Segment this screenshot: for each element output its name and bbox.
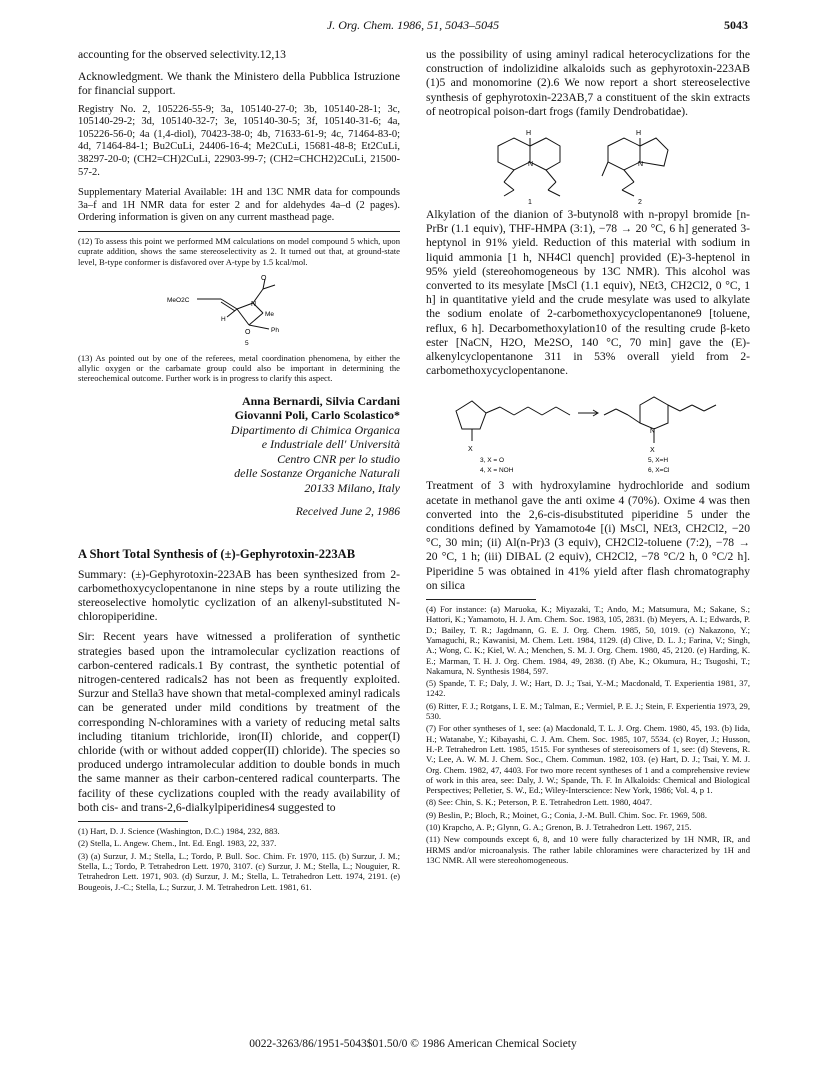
structure-3-bonds — [456, 401, 570, 441]
affiliation-line: Dipartimento di Chimica Organica — [230, 422, 400, 437]
body-oxime: Treatment of 3 with hydroxylamine hydrochloride and sodium acetate in methanol gave the anti oxime 4 (70%). Oxime 4 was then converted into the 2,6-cis-disubstituted piperidine 5 under the conditions defined by Yamamoto4e [(i) MsCl, NEt3, CH2Cl2, −20 °C, 30 min; (ii) Al(n-Pr)3 (3 equiv), CH2Cl2-toluene (7:2), −78 → 20 °C, 1 h; (iii) DIBAL (2 equiv), CH2Cl2, −78 °C/2 h, 0 °C/2 h]. Piperidine 5 was obtained in 41% yield after flash chromatography on silica — [426, 479, 750, 592]
structure-5-h: H — [221, 315, 226, 323]
reference-8: (8) See: Chin, S. K.; Peterson, P. E. Tetrahedron Lett. 1980, 4047. — [426, 797, 652, 808]
author-list — [78, 394, 400, 423]
copyright-footer: 0022-3263/86/1951-5043$01.50/0 © 1986 American Chemical Society — [249, 1038, 577, 1050]
structure-5-6-n: N — [650, 428, 656, 436]
supplementary-material: Supplementary Material Available: 1H and 13C NMR data for compounds 3a–f and 1H NMR data for ester 2 and for aldehydes 4a–d (2 pages). Ordering information is given on any current masthead page. — [78, 187, 400, 224]
reference-3: (3) (a) Surzur, J. M.; Stella, L.; Tordo, P. Bull. Soc. Chim. Fr. 1970, 115. (b) Surzur, J. M.; Stella, L.; Tordo, P. Tetrahedron Lett. 1970, 3107. (c) Surzur, J. M.; Stella, L.; Nouguier, R. Tetrahedron Lett. 1971, 903. (d) Surzur, J. M.; Stella, L. Tetrahedron Lett. 1974, 2191. (e) Bougeois, J.-C.; Stella, L.; Surzur, J. M. Tetrahedron Lett. 1981, 61. — [78, 850, 400, 892]
structures-1-2-figure — [468, 124, 708, 204]
structure-5-label: 5 — [245, 339, 249, 347]
refs-divider — [78, 821, 188, 822]
structure-5-ph: Ph — [271, 326, 279, 334]
body-alkylation: Alkylation of the dianion of 3-butynol8 with n-propyl bromide [n-PrBr (1.1 equiv), THF-HMPA (3:1), −78 → 20 °C, 6 h] generated 3-heptynol in 91% yield. Reduction of this material with sodium in liquid ammonia [1 h, NH4Cl quench] provided (E)-3-heptenol in 95% yield (stereohomogeneous by 13C NMR). This alcohol was converted to its mesylate [MsCl (1.1 equiv), NEt3, CH2Cl2, 0 °C, 1 h] in quantitative yield and the crude mesylate was used to alkylate the sodium enolate of 2-carbomethoxycyclopentanone9 [toluene, reflux, 6 h]. Decarbomethoxylation10 of the resulting crude β-keto ester [NaCN, H2O, Me2SO, 140 °C, 70 min] gave the (E)-alkenylcyclopentanone 311 in 53% overall yield from 2-carbomethoxycyclopentanone. — [426, 208, 750, 378]
structure-2-n: N — [638, 161, 644, 169]
reference-7: (7) For other syntheses of 1, see: (a) Macdonald, T. L. J. Org. Chem. 1980, 45, 193. (b) Iida, H.; Watanabe, Y.; Kibayashi, C. J. Am. Chem. Soc. 1985, 107, 5534. (c) Royer, J.; Husson, H.-P. Tetrahedron Lett. 1985, 1515. For syntheses of stereoisomers of 1, see: (d) Stevens, R. V.; Lee, A. W. M. J. Chem. Soc., Chem. Commun. 1982, 103. (e) Hart, D. J.; Tsai, Y. M. J. Org. Chem. 1982, 47, 4403. For two more recent syntheses of 1 and a comprehensive review of work in this area, see: Daly, J. W.; Spande, Th. F. In Alkaloids: Chemical and Biological Perspectives; Pelletier, S. W., Ed.; Wiley-Interscience: New York, 1986; Vol. 4, p 1. — [426, 723, 750, 796]
structure-5-meo2c: MeO2C — [167, 296, 190, 304]
structure-2-h: H — [636, 130, 642, 138]
structure-5-6-bonds — [604, 397, 716, 443]
author-line-2: Giovanni Poli, Carlo Scolastico* — [234, 408, 400, 423]
article-title: A Short Total Synthesis of (±)-Gephyrotoxin-223AB — [78, 547, 356, 562]
structure-1-n: N — [528, 161, 534, 169]
label-5: 5, X=H — [648, 457, 669, 465]
reference-9: (9) Beslin, P.; Bloch, R.; Moinet, G.; Conia, J.-M. Bull. Chim. Soc. Fr. 1969, 508. — [426, 809, 707, 820]
affiliation-line: 20133 Milano, Italy — [304, 480, 400, 495]
summary: Summary: (±)-Gephyrotoxin-223AB has been synthesized from 2-carbomethoxycyclopentanone in nine steps by a route utilizing the stereoselective homolytic cyclization of an alkenyl-substituted N-chloropiperidine. — [78, 567, 400, 624]
structure-3-x: X — [468, 446, 473, 454]
structure-5-bonds — [197, 279, 275, 329]
footnote-12: (12) To assess this point we performed MM calculations on model compound 5 which, upon cuprate addition, shows the same stereoselectivity as 2. It turned out that, at ground-state level, B-type conformer is disfavored over A-type by 1.5 kcal/mol. — [78, 235, 400, 267]
structures-3-6-figure — [438, 383, 738, 475]
closing-sentence: accounting for the observed selectivity.12,13 — [78, 48, 286, 61]
label-3: 3, X = O — [480, 457, 505, 465]
page-number: 5043 — [724, 18, 748, 32]
reference-1: (1) Hart, D. J. Science (Washington, D.C.) 1984, 232, 883. — [78, 826, 280, 837]
acknowledgment: Acknowledgment. We thank the Ministero della Pubblica Istruzione for financial support. — [78, 70, 400, 98]
body-sir: Sir: Recent years have witnessed a proliferation of synthetic strategies based upon the intramolecular cyclization reactions of carbon-centered radicals.1 By contrast, the synthetic potential of nitrogen-centered radicals2 has not been as frequently exploited. Surzur and Stella3 have shown that metal-complexed aminyl radicals can be generated under mild conditions by treatment of the corresponding N-chloramines with a variety of reducing metal salts including titanium trichloride, iron(II) chloride, and copper(I) chloride (with or without added copper(II) chloride). The species so produced undergo intramolecular addition to double bonds in much the same manner as their carbon-centered radical counterparts. The facility of these cyclizations coupled with the ready availability of both cis- and trans-2,6-dialkylpiperidines4 suggested to — [78, 630, 400, 814]
label-6: 6, X=Cl — [648, 467, 670, 475]
reference-4: (4) For instance: (a) Maruoka, K.; Miyazaki, T.; Ando, M.; Matsumura, M.; Sakane, S.; Hattori, K.; Yamamoto, H. J. Am. Chem. Soc. 1983, 105, 2831. (b) Meyers, A. I.; Edwards, P. D.; Bailey, T. R.; Jagdmann, G. E. J. Org. Chem. 1985, 50, 1019. (c) Nakazono, Y.; Yamaguchi, R.; Kawanisi, M. Chem. Lett. 1984, 1129. (d) Clive, D. L. J.; Farina, V.; Singh, A.; Wong, C. K.; Kiel, W. A.; Menchen, S. M. J. Org. Chem. 1980, 45, 2120. (e) Harding, K. E.; Marman, T. H. J. Org. Chem. 1984, 49, 2838. (f) Abe, K.; Okumura, H.; Tsugoshi, T.; Nakamura, N. Synthesis 1984, 597. — [426, 604, 750, 676]
affiliation-line: e Industriale dell' Università — [261, 437, 400, 452]
affiliation-line: Centro CNR per lo studio — [277, 451, 400, 466]
structure-5-me: Me — [265, 310, 275, 318]
reference-5: (5) Spande, T. F.; Daly, J. W.; Hart, D. J.; Tsai, Y.-M.; Macdonald, T. Experientia 1981, 37, 1242. — [426, 678, 750, 699]
footnote-13: (13) As pointed out by one of the referees, metal coordination phenomena, by either the allylic oxygen or the carbamate group could also be important in determining the stereochemical outcome. Further work is in progress to clarify this aspect. — [78, 352, 400, 384]
reference-6: (6) Ritter, F. J.; Rotgans, I. E. M.; Talman, E.; Vermiel, P. E. J.; Stein, F. Experientia 1973, 29, 530. — [426, 700, 750, 722]
received-date: Received June 2, 1986 — [295, 505, 400, 519]
structure-5-n: N — [251, 300, 257, 308]
reference-11: (11) New compounds except 6, 8, and 10 were fully characterized by 1H NMR, IR, and HRMS and/or microanalysis. The rather labile chloramines were characterized by 1H and 13C NMR. All were stereohomogeneous. — [426, 834, 750, 865]
left-column — [78, 48, 400, 894]
right-column — [426, 48, 750, 867]
affiliation — [78, 423, 400, 496]
structure-5-figure — [139, 271, 339, 347]
structure-1-label: 1 — [528, 199, 532, 205]
journal-citation: J. Org. Chem. 1986, 51, 5043–5045 — [326, 18, 500, 32]
arrow — [578, 410, 598, 416]
body-intro: us the possibility of using aminyl radical heterocyclizations for the construction of indolizidine alkaloids such as gephyrotoxin-223AB (1)5 and monomorine (2).6 We now report a short stereoselective synthesis of gephyrotoxin-223AB,7 a constituent of the skin extracts of neotropical poison-dart frogs (family Dendrobatidae). — [426, 48, 750, 118]
affiliation-line: delle Sostanze Organiche Naturali — [234, 466, 400, 481]
footnote-divider — [78, 231, 400, 232]
structure-1-h: H — [526, 130, 532, 138]
structure-5-o: O — [261, 274, 267, 282]
structure-5-o2: O — [245, 328, 251, 336]
author-line-1: Anna Bernardi, Silvia Cardani — [241, 393, 400, 408]
structure-5-6-x: X — [650, 447, 655, 455]
structure-2-bonds — [602, 138, 668, 196]
reference-10: (10) Krapcho, A. P.; Glynn, G. A.; Grenon, B. J. Tetrahedron Lett. 1967, 215. — [426, 822, 692, 833]
structure-2-label: 2 — [638, 199, 642, 205]
reference-2: (2) Stella, L. Angew. Chem., Int. Ed. Engl. 1983, 22, 337. — [78, 838, 277, 849]
refs-divider — [426, 599, 536, 600]
registry-numbers: Registry No. 2, 105226-55-9; 3a, 105140-27-0; 3b, 105140-28-1; 3c, 105140-29-2; 3d, 105140-32-7; 3e, 105140-30-5; 3f, 105140-31-6; 4a, 105226-56-0; 4a (1,4-diol), 70423-38-0; 4b, 71633-61-9; 4c, 71464-83-0; 4d, 71464-84-1; Bu2CuLi, 24406-16-4; Me2CuLi, 15681-48-8; Et2CuLi, 38297-20-0; (CH2=CH)2CuLi, 22903-99-7; (CH2=CHCH2)2CuLi, 21500-57-2. — [78, 103, 400, 178]
label-4: 4, X = NOH — [480, 467, 514, 475]
